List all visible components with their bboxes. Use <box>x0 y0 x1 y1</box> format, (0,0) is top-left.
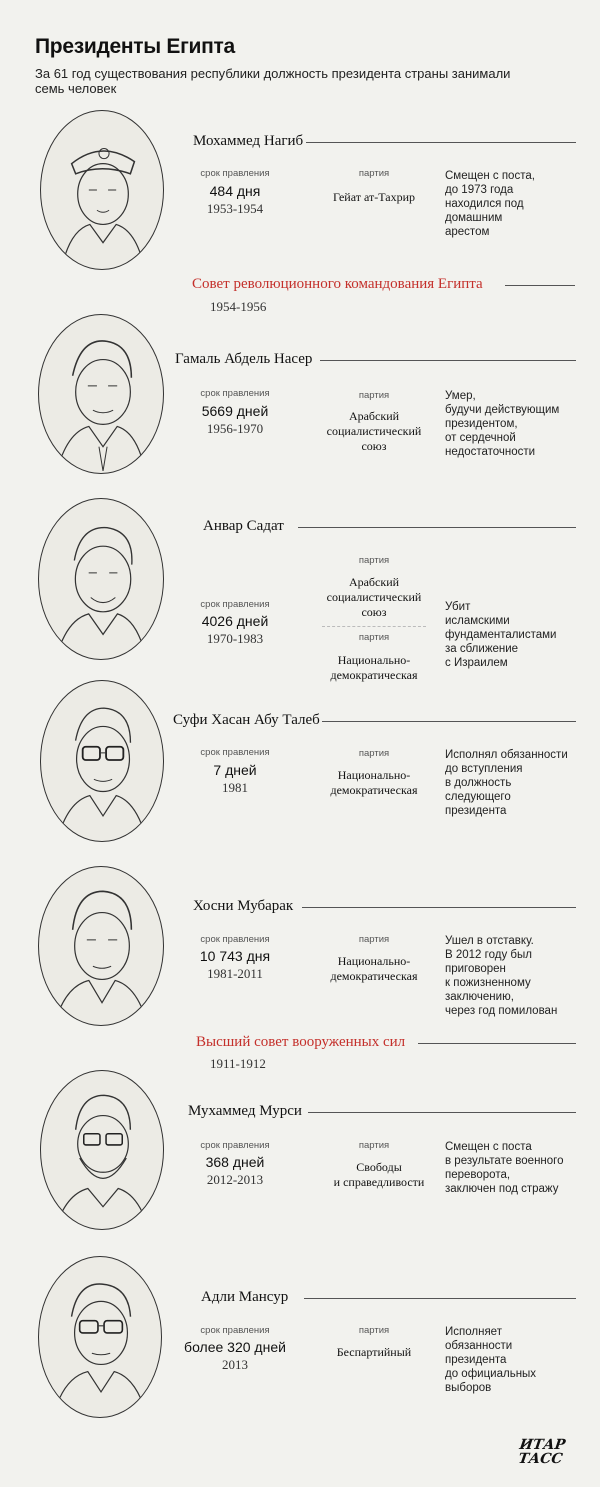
council-name: Высший совет вооруженных сил <box>196 1034 406 1050</box>
council-name: Совет революционного командования Египта <box>192 276 483 292</box>
divider-line <box>320 360 576 361</box>
party-label: партия <box>358 1140 390 1151</box>
divider-line <box>302 907 576 908</box>
itar-tass-logo <box>515 1438 568 1472</box>
council-years: 1911-1912 <box>210 1056 266 1071</box>
portrait-sketch <box>39 499 163 659</box>
party-name: Арабский социалистический союз <box>326 409 422 453</box>
portrait-sketch <box>39 1257 161 1417</box>
abu-taleb-portrait-icon <box>40 680 164 842</box>
divider-line <box>505 285 575 286</box>
term-label: срок правления <box>200 599 270 610</box>
term-years: 2013 <box>222 1357 248 1372</box>
party-label: партия <box>358 748 390 759</box>
term-label: срок правления <box>200 1325 270 1336</box>
divider-line <box>304 1298 576 1299</box>
term-days: 7 дней <box>213 762 257 778</box>
president-note: Исполнял обязанности до вступления в должность следующего президента <box>445 749 568 817</box>
term-label: срок правления <box>200 747 270 758</box>
divider-line <box>322 721 576 722</box>
page-title: Президенты Египта <box>35 35 235 58</box>
party-label: партия <box>358 1325 390 1336</box>
portrait-sketch <box>41 111 163 269</box>
party-name: Беспартийный <box>336 1345 412 1359</box>
term-days: 484 дня <box>209 183 261 199</box>
term-label: срок правления <box>200 168 270 179</box>
party-name-2: Национально- демократическая <box>330 653 418 682</box>
party-name: Гейат ат-Тахрир <box>332 190 416 204</box>
term-label: срок правления <box>200 388 270 399</box>
president-note: Ушел в отставку. В 2012 году был приговорен к пожизненному заключению, через год помилован <box>445 935 558 1017</box>
president-note: Умер, будучи действующим президентом, от сердечной недостаточности <box>445 390 560 458</box>
portrait-sketch <box>39 315 163 473</box>
president-note: Убит исламскими фундаменталистами за сближение с Израилем <box>445 601 557 669</box>
president-name: Гамаль Абдель Насер <box>175 351 313 367</box>
portrait-sketch <box>41 681 163 841</box>
party-label: партия <box>358 632 390 643</box>
term-days: 5669 дней <box>201 403 269 419</box>
party-name: Арабский социалистический союз <box>326 575 422 619</box>
party-name: Национально- демократическая <box>330 954 418 983</box>
term-years: 2012-2013 <box>206 1172 264 1187</box>
president-note: Исполняет обязанности президента до официальных выборов <box>445 1326 537 1394</box>
page-subtitle: За 61 год существования республики должность президента страны занимали семь человек <box>35 66 511 96</box>
term-label: срок правления <box>200 934 270 945</box>
party-label: партия <box>358 555 390 566</box>
divider-line <box>418 1043 576 1044</box>
president-name: Хосни Мубарак <box>193 898 294 914</box>
president-name: Анвар Садат <box>203 518 284 534</box>
party-label: партия <box>358 390 390 401</box>
president-name: Адли Мансур <box>201 1289 289 1305</box>
morsi-portrait-icon <box>40 1070 164 1230</box>
mansour-portrait-icon <box>38 1256 162 1418</box>
term-days: более 320 дней <box>184 1339 286 1355</box>
divider-line <box>308 1112 576 1113</box>
party-name: Национально- демократическая <box>330 768 418 797</box>
president-name: Мохаммед Нагиб <box>193 133 304 149</box>
term-label: срок правления <box>200 1140 270 1151</box>
portrait-sketch <box>41 1071 163 1229</box>
party-divider <box>322 626 426 627</box>
naguib-portrait-icon <box>40 110 164 270</box>
term-years: 1956-1970 <box>206 421 264 436</box>
term-years: 1981-2011 <box>207 966 263 981</box>
divider-line <box>306 142 576 143</box>
council-years: 1954-1956 <box>210 299 267 314</box>
term-days: 10 743 дня <box>199 948 271 964</box>
president-name: Мухаммед Мурси <box>188 1103 302 1119</box>
term-days: 4026 дней <box>201 613 269 629</box>
logo-line1: ИТАР <box>518 1437 567 1453</box>
term-years: 1953-1954 <box>206 201 264 216</box>
president-note: Смещен с поста в результате военного переворота, заключен под стражу <box>445 1141 564 1195</box>
president-name: Суфи Хасан Абу Талеб <box>173 712 320 728</box>
nasser-portrait-icon <box>38 314 164 474</box>
party-label: партия <box>358 934 390 945</box>
president-note: Смещен с поста, до 1973 года находился под домашним арестом <box>445 170 535 238</box>
term-days: 368 дней <box>205 1154 265 1170</box>
sadat-portrait-icon <box>38 498 164 660</box>
party-name: Свободы и справедливости <box>333 1160 425 1189</box>
mubarak-portrait-icon <box>38 866 164 1026</box>
portrait-sketch <box>39 867 163 1025</box>
logo-line2: ТАСС <box>517 1451 564 1467</box>
party-label: партия <box>358 168 390 179</box>
term-years: 1981 <box>222 780 248 795</box>
divider-line <box>298 527 576 528</box>
term-years: 1970-1983 <box>206 631 264 646</box>
